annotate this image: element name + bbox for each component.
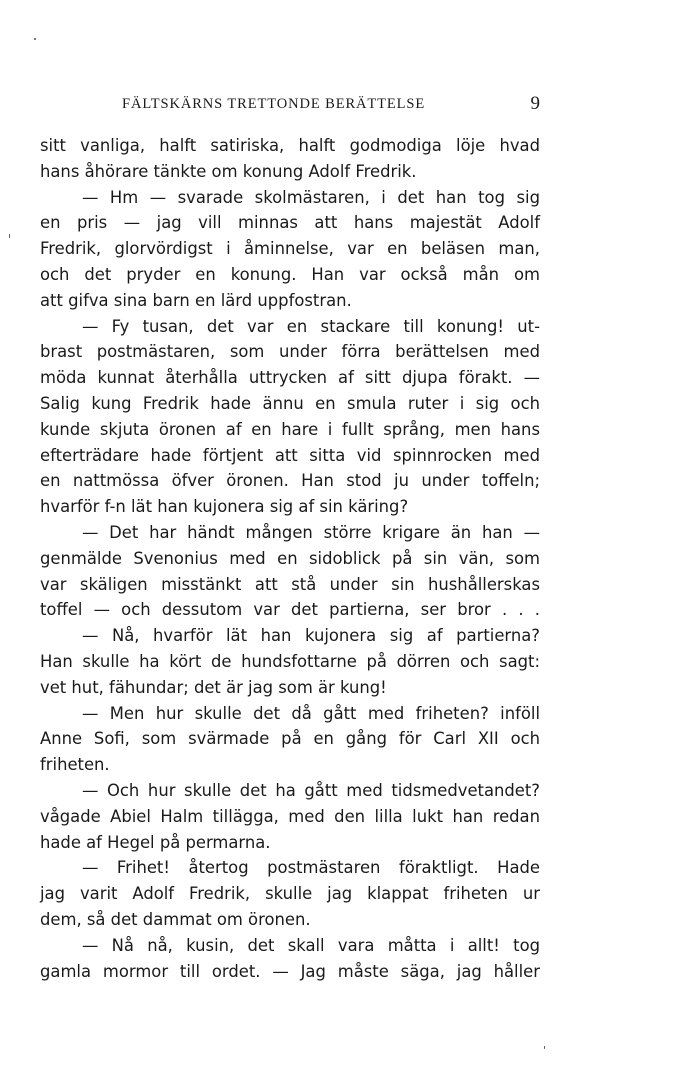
text-line: Han skulle ha kört de hundsfottarne på dörren och sagt: bbox=[40, 651, 540, 671]
text-line: genmälde Svenonius med en sidoblick på sin vän, som bbox=[40, 548, 540, 568]
text-line: gamla mormor till ordet. — Jag måste säga, jag håller bbox=[40, 961, 540, 981]
page-number: 9 bbox=[530, 93, 540, 114]
text-line: en pris — jag vill minnas att hans majestät Adolf bbox=[40, 213, 540, 233]
text-line: möda kunnat återhålla uttrycken af sitt djupa förakt. — bbox=[40, 368, 540, 388]
text-line: kunde skjuta öronen af en hare i fullt språng, men hans bbox=[40, 419, 540, 439]
text-line: att gifva sina barn en lärd uppfostran. bbox=[40, 290, 352, 310]
text-line: jag varit Adolf Fredrik, skulle jag klappat friheten ur bbox=[40, 884, 540, 904]
body-text bbox=[40, 133, 540, 984]
text-line: friheten. bbox=[40, 755, 110, 775]
text-line: toffel — och dessutom var det partierna, ser bror . . . bbox=[40, 600, 540, 620]
text-line: Fredrik, glorvördigst i åminnelse, var en beläsen man, bbox=[40, 239, 540, 259]
text-line: — Men hur skulle det då gått med friheten? inföll bbox=[82, 703, 540, 723]
running-title: FÄLTSKÄRNS TRETTONDE BERÄTTELSE bbox=[122, 96, 426, 112]
text-line: sitt vanliga, halft satiriska, halft godmodiga löje hvad bbox=[40, 136, 540, 155]
text-line: — Nå, hvarför lät han kujonera sig af partierna? bbox=[82, 626, 540, 646]
text-line: hans åhörare tänkte om konung Adolf Fredrik. bbox=[40, 161, 417, 181]
text-line: — Hm — svarade skolmästaren, i det han tog sig bbox=[82, 187, 540, 207]
text-line: vet hut, fähundar; det är jag som är kung! bbox=[40, 677, 387, 697]
text-line: var skäligen misstänkt att stå under sin hushållerskas bbox=[40, 574, 540, 594]
text-line: Anne Sofi, som svärmade på en gång för Carl XII och bbox=[40, 729, 540, 749]
text-line: hvarför f-n lät han kujonera sig af sin käring? bbox=[40, 497, 409, 517]
text-line: — Frihet! återtog postmästaren föraktligt. Hade bbox=[82, 858, 540, 878]
text-line: Salig kung Fredrik hade ännu en smula ruter i sig och bbox=[40, 393, 540, 413]
text-line: vågade Abiel Halm tillägga, med den lilla lukt han redan bbox=[40, 806, 540, 826]
running-header bbox=[40, 93, 540, 120]
print-speck bbox=[34, 38, 36, 40]
text-line: dem, så det dammat om öronen. bbox=[40, 909, 311, 929]
text-line: hade af Hegel på permarna. bbox=[40, 832, 271, 852]
text-line: — Det har händt mången större krigare än han — bbox=[82, 522, 540, 542]
text-line: brast postmästaren, som under förra berättelsen med bbox=[40, 342, 540, 362]
text-line: en nattmössa öfver öronen. Han stod ju under toffeln; bbox=[40, 471, 540, 491]
text-line: — Fy tusan, det var en stackare till konung! ut- bbox=[82, 316, 540, 336]
text-line: — Nå nå, kusin, det skall vara måtta i allt! tog bbox=[82, 935, 540, 955]
print-speck bbox=[544, 1046, 545, 1049]
text-line: efterträdare hade förtjent att sitta vid spinnrocken med bbox=[40, 445, 540, 465]
print-speck bbox=[9, 234, 10, 238]
text-line: — Och hur skulle det ha gått med tidsmedvetandet? bbox=[82, 780, 540, 800]
text-line: och det pryder en konung. Han var också mån om bbox=[40, 264, 540, 284]
